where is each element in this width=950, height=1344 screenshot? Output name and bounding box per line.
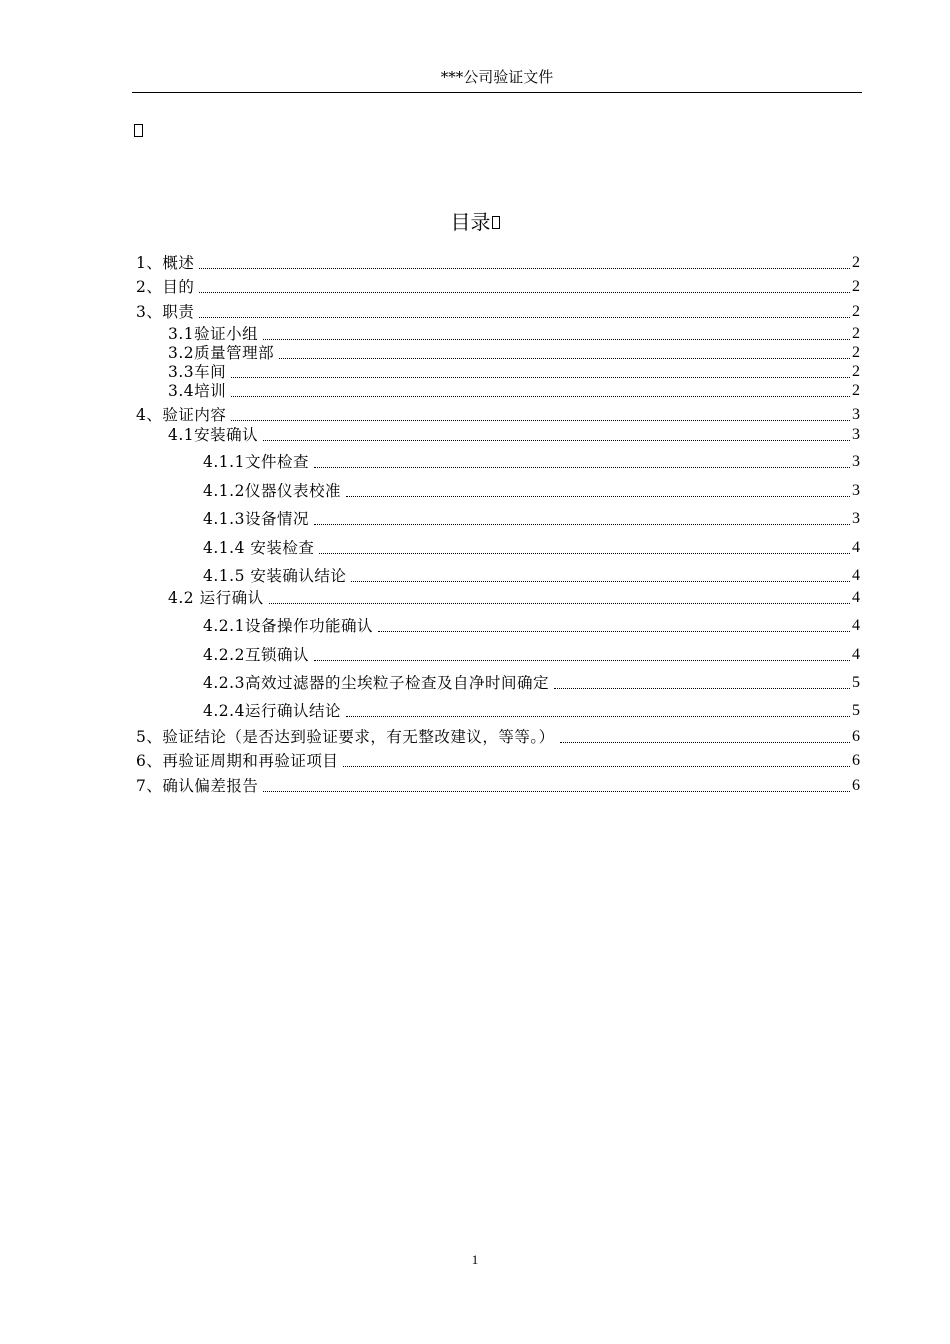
toc-entry-page: 3 — [852, 453, 860, 470]
toc-entry[interactable] — [136, 751, 860, 771]
toc-entry-page: 4 — [852, 567, 860, 584]
toc-entry-label: 4.1.3设备情况 — [203, 510, 309, 528]
toc-entry-label: 4.2.2互锁确认 — [203, 646, 309, 664]
toc-entry[interactable] — [136, 343, 860, 363]
toc-dot-leader — [378, 631, 850, 632]
toc-entry[interactable] — [136, 673, 860, 693]
toc-entry-page: 6 — [852, 777, 860, 794]
toc-entry-label: 4.1安装确认 — [168, 426, 259, 444]
toc-entry-page: 3 — [852, 426, 860, 443]
toc-entry-page: 3 — [852, 406, 860, 423]
toc-entry[interactable] — [136, 509, 860, 529]
toc-entry-page: 4 — [852, 617, 860, 634]
page-number: 1 — [471, 1252, 479, 1267]
toc-entry-page: 5 — [852, 702, 860, 719]
toc-entry-label: 4.2 运行确认 — [168, 589, 264, 607]
toc-entry-label: 4.2.3高效过滤器的尘埃粒子检查及自净时间确定 — [203, 674, 549, 692]
toc-entry-page: 2 — [852, 303, 860, 320]
page-header — [132, 66, 862, 93]
toc-entry-page: 5 — [852, 674, 860, 691]
header-title: ***公司验证文件 — [440, 68, 554, 86]
toc-dot-leader — [314, 660, 850, 661]
toc-entry[interactable] — [136, 701, 860, 721]
toc-dot-leader — [560, 742, 850, 743]
toc-entry-label: 4.1.2仪器仪表校准 — [203, 482, 341, 500]
toc-dot-leader — [279, 358, 850, 359]
toc-dot-leader — [351, 581, 850, 582]
toc-entry-page: 4 — [852, 589, 860, 606]
toc-dot-leader — [199, 292, 850, 293]
toc-entry-label: 4.2.4运行确认结论 — [203, 702, 341, 720]
toc-entry-page: 3 — [852, 482, 860, 499]
toc-dot-leader — [346, 496, 850, 497]
toc-entry-label: 6、再验证周期和再验证项目 — [136, 752, 339, 770]
toc-dot-leader — [343, 766, 850, 767]
toc-entry[interactable] — [136, 324, 860, 344]
toc-entry-page: 4 — [852, 539, 860, 556]
toc-dot-leader — [554, 688, 850, 689]
toc-entry-label: 4.1.1文件检查 — [203, 453, 309, 471]
toc-entry-label: 4.2.1设备操作功能确认 — [203, 617, 373, 635]
toc-dot-leader — [269, 603, 850, 604]
toc-entry-label: 2、目的 — [136, 278, 195, 296]
toc-title: 目录 — [450, 210, 491, 234]
toc-dot-leader — [263, 339, 850, 340]
page-footer — [0, 1251, 950, 1269]
toc-entry[interactable] — [136, 381, 860, 401]
toc-dot-leader — [199, 317, 850, 318]
toc-title-container — [0, 208, 950, 236]
toc-entry-label: 5、验证结论（是否达到验证要求，有无整改建议，等等。） — [136, 728, 555, 746]
toc-entry-page: 2 — [852, 325, 860, 342]
toc-entry[interactable] — [136, 776, 860, 796]
toc-entry-label: 3.3车间 — [168, 363, 227, 381]
toc-dot-leader — [314, 467, 850, 468]
toc-entry-page: 2 — [852, 382, 860, 399]
toc-entry-label: 3.2质量管理部 — [168, 344, 275, 362]
toc-entry[interactable] — [136, 253, 860, 273]
toc-entry[interactable] — [136, 538, 860, 558]
toc-entry-page: 2 — [852, 363, 860, 380]
toc-entry-page: 2 — [852, 254, 860, 271]
toc-entry-page: 6 — [852, 752, 860, 769]
toc-entry[interactable] — [136, 277, 860, 297]
toc-entry-page: 2 — [852, 344, 860, 361]
toc-dot-leader — [263, 440, 850, 441]
toc-entry-page: 4 — [852, 646, 860, 663]
toc-entry[interactable] — [136, 362, 860, 382]
toc-dot-leader — [319, 553, 850, 554]
toc-entry[interactable] — [136, 727, 860, 747]
toc-entry-page: 3 — [852, 510, 860, 527]
toc-entry-label: 3.4培训 — [168, 382, 227, 400]
toc-dot-leader — [314, 524, 850, 525]
toc-dot-leader — [199, 268, 850, 269]
toc-entry-label: 4.1.5 安装确认结论 — [203, 567, 347, 585]
toc-entry-label: 7、确认偏差报告 — [136, 777, 259, 795]
toc-entry[interactable] — [136, 588, 860, 608]
toc-entry[interactable] — [136, 481, 860, 501]
toc-dot-leader — [231, 420, 850, 421]
placeholder-glyph-icon — [134, 124, 143, 137]
toc-dot-leader — [346, 716, 850, 717]
toc-entry-label: 3、职责 — [136, 303, 195, 321]
toc-entry-label: 1、概述 — [136, 254, 195, 272]
toc-entry-label: 3.1验证小组 — [168, 325, 259, 343]
toc-entry-label: 4.1.4 安装检查 — [203, 539, 315, 557]
toc-entry-page: 6 — [852, 728, 860, 745]
placeholder-glyph-icon — [492, 216, 500, 229]
toc-entry[interactable] — [136, 452, 860, 472]
toc-entry[interactable] — [136, 566, 860, 586]
toc-entry[interactable] — [136, 302, 860, 322]
toc-entry[interactable] — [136, 616, 860, 636]
toc-entry[interactable] — [136, 645, 860, 665]
toc-dot-leader — [231, 377, 850, 378]
toc-entry[interactable] — [136, 405, 860, 425]
toc-entry-page: 2 — [852, 278, 860, 295]
toc-dot-leader — [231, 396, 850, 397]
toc-dot-leader — [263, 791, 850, 792]
toc-entry[interactable] — [136, 425, 860, 445]
toc-entry-label: 4、验证内容 — [136, 406, 227, 424]
